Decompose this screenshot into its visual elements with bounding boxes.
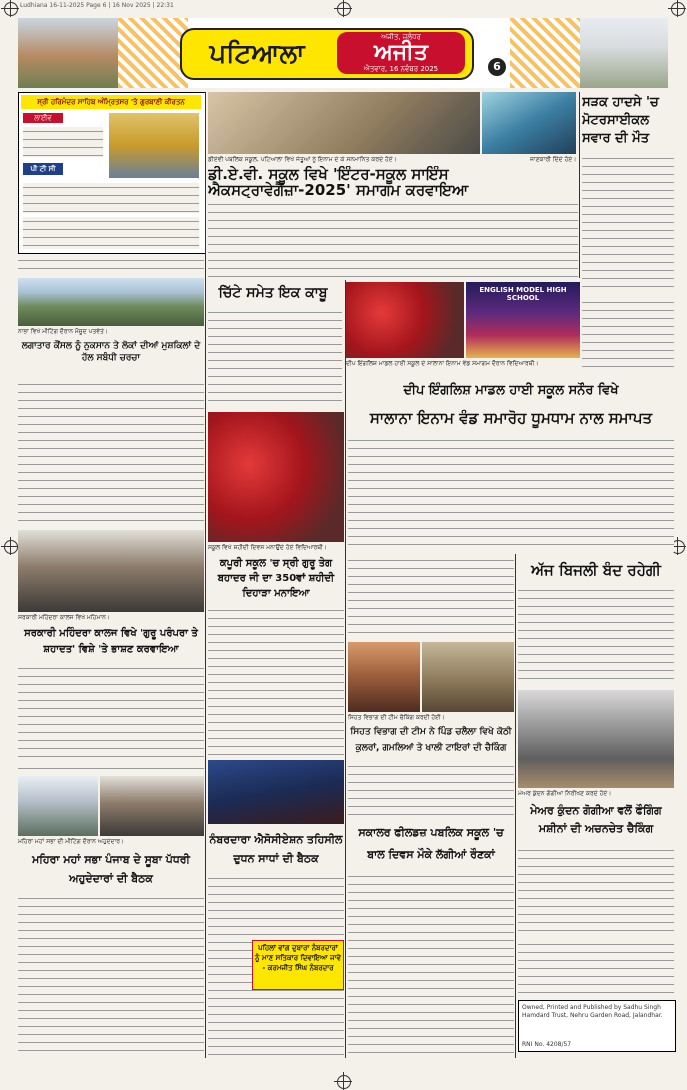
brand-name: ਅਜੀਤ: [374, 40, 428, 65]
kapuri-headline: ਕਪੂਰੀ ਸਕੂਲ 'ਚ ਸ੍ਰੀ ਗੁਰੂ ਤੇਗ ਬਹਾਦਰ ਜੀ ਦਾ 350ਵਾਂ ਸ਼ਹੀਦੀ ਦਿਹਾੜਾ ਮਨਾਇਆ: [217, 558, 335, 599]
mahira-headline: ਮਹਿਰਾ ਮਹਾਂ ਸਭਾ ਪੰਜਾਬ ਦੇ ਸੂਬਾ ਪੱਧਰੀ ਅਹੁਦੇਦਾਰਾਂ ਦੀ ਬੈਠਕ: [32, 853, 190, 885]
imprint-box: [518, 1000, 676, 1052]
health-photo-caption: ਸਿਹਤ ਵਿਭਾਗ ਦੀ ਟੀਮ ਚੈਕਿੰਗ ਕਰਦੀ ਹੋਈ।: [348, 714, 445, 721]
accident-headline: ਸੜਕ ਹਾਦਸੇ 'ਚ ਮੋਟਰਸਾਈਕਲ ਸਵਾਰ ਦੀ ਮੌਤ: [582, 95, 659, 146]
mask-caption: ਜਾਣਕਾਰੀ ਦਿੰਦੇ ਹੋਏ।: [530, 156, 577, 163]
health-body: [348, 762, 514, 818]
school-banner-text: ENGLISH MODEL HIGH SCHOOL: [479, 286, 567, 302]
mayor-body: [518, 846, 674, 936]
dav-body: [208, 200, 578, 278]
scholars-headline: ਸਕਾਲਰ ਫੀਲਡਜ਼ ਪਬਲਿਕ ਸਕੂਲ 'ਚ ਬਾਲ ਦਿਵਸ ਮੌਕੇ ਲੱਗੀਆਂ ਰੌਣਕਾਂ: [358, 826, 504, 861]
ad-channel-tag: ਪੀ ਟੀ ਸੀ: [23, 163, 63, 175]
mahira-photo-caption: ਮਹਿਰਾ ਮਹਾਂ ਸਭਾ ਦੀ ਮੀਟਿੰਗ ਦੌਰਾਨ ਅਹੁਦੇਦਾਰ।: [18, 838, 125, 845]
college-photo-caption: ਸਰਕਾਰੀ ਮਹਿੰਦਰਾ ਕਾਲਜ ਵਿਖੇ ਮਹਿਮਾਨ।: [18, 614, 110, 621]
meeting-headline: ਲਗਾਤਾਰ ਕੌਂਸਲ ਨੂੰ ਨੁਕਸਾਨ ਤੇ ਲੋਕਾਂ ਦੀਆਂ ਮੁਸ਼ਕਿਲਾਂ ਦੇ ਹੱਲ ਸਬੰਧੀ ਚਰਚਾ: [21, 341, 201, 363]
arrest-body: [208, 308, 342, 408]
dav-photo: [208, 92, 480, 154]
masthead-pattern-left: [118, 18, 188, 88]
masthead-date: ਐਤਵਾਰ, 16 ਨਵੰਬਰ 2025: [363, 65, 439, 73]
mask-photo: [482, 92, 576, 154]
registration-mark-icon: [4, 540, 18, 554]
ad-text: [23, 127, 103, 157]
numberdar-photo: [208, 760, 344, 824]
college-photo: [18, 530, 204, 612]
mayor-photo-caption: ਮੇਅਰ ਕੁੰਦਨ ਗੋਗੀਆ ਨਿਰੀਖਣ ਕਰਦੇ ਹੋਏ।: [518, 790, 612, 797]
college-body-2: [18, 764, 204, 772]
deep-headline-1: ਦੀਪ ਇੰਗਲਿਸ਼ ਮਾਡਲ ਹਾਈ ਸਕੂਲ ਸਨੌਰ ਵਿਖੇ: [403, 383, 619, 398]
electricity-body: [518, 586, 674, 686]
meeting-body: [18, 380, 204, 526]
numberdar-pullquote: ਪਹਿਲਾਂ ਵਾਂਗ ਦੁਬਾਰਾ ਨੰਬਰਦਾਰਾਂ ਨੂੰ ਮਾਣ ਸਤਿਕਾਰ ਦਿਵਾਇਆ ਜਾਵੇ - ਕਰਮਜੀਤ ਸਿੰਘ ਨੰਬਰਦਾਰ: [252, 940, 344, 990]
imprint-text: Owned, Printed and Published by Sadhu Singh Hamdard Trust, Nehru Garden Road, Jalandhar.: [522, 1004, 663, 1019]
ad-live-tag: ਲਾਈਵ: [23, 113, 63, 123]
ad-footer-text: [23, 217, 199, 249]
column-rule: [205, 92, 206, 1058]
registration-mark-icon: [4, 2, 18, 16]
health-photo-2: [422, 642, 514, 712]
masthead-pattern-right: [510, 18, 580, 88]
city-title: ਪਟਿਆਲਾ: [209, 39, 305, 69]
kapuri-photo-caption: ਸਕੂਲ ਵਿਖੇ ਸ਼ਹੀਦੀ ਦਿਵਸ ਮਨਾਉਂਦੇ ਹੋਏ ਵਿਦਿਆਰਥੀ।: [208, 544, 327, 551]
kapuri-body: [208, 606, 344, 756]
dav-photo-caption: ਡੀਏਵੀ ਪਬਲਿਕ ਸਕੂਲ, ਪਟਿਆਲਾ ਵਿਖੇ ਜੇਤੂਆਂ ਨੂੰ ਇਨਾਮ ਦੇ ਕੇ ਸਨਮਾਨਿਤ ਕਰਦੇ ਹੋਏ।: [208, 156, 397, 163]
arrest-headline: ਚਿੱਟੇ ਸਮੇਤ ਇਕ ਕਾਬੂ: [218, 285, 328, 301]
page-number: 6: [488, 58, 506, 76]
registration-mark-icon: [671, 2, 685, 16]
deep-body-2: [348, 556, 514, 638]
print-strip: Ludhiana 16-11-2025 Page 6 | 16 Nov 2025 | 22:31: [20, 2, 174, 9]
ad-title: ਸ੍ਰੀ ਹਰਿਮੰਦਰ ਸਾਹਿਬ ਅੰਮ੍ਰਿਤਸਰ 'ਤੇ ਗੁਰਬਾਣੀ ਕੀਰਤਨ: [21, 95, 201, 109]
deep-photo-caption: ਦੀਪ ਇੰਗਲਿਸ਼ ਮਾਡਲ ਹਾਈ ਸਕੂਲ ਦੇ ਸਾਲਾਨਾ ਇਨਾਮ ਵੰਡ ਸਮਾਗਮ ਦੌਰਾਨ ਵਿਦਿਆਰਥੀ।: [346, 360, 539, 367]
dav-headline: ਡੀ.ਏ.ਵੀ. ਸਕੂਲ ਵਿਖੇ 'ਇੰਟਰ-ਸਕੂਲ ਸਾਇੰਸ ਐਕਸਟ੍ਰਾਵੇਗੈਂਜ਼ਾ-2025' ਸਮਾਗਮ ਕਰਵਾਇਆ: [208, 166, 469, 198]
ad-kirtan: [18, 92, 206, 254]
meeting-photo: [18, 278, 204, 326]
registration-mark-icon: [337, 2, 351, 16]
ad-text-lower: [23, 183, 199, 213]
masthead: [18, 18, 668, 88]
column-rule: [579, 92, 580, 278]
health-photo-1: [348, 642, 420, 712]
scholars-body: [348, 872, 514, 1058]
college-headline: ਸਰਕਾਰੀ ਮਹਿੰਦਰਾ ਕਾਲਜ ਵਿਖੇ 'ਗੁਰੂ ਪਰੰਪਰਾ ਤੇ ਸ਼ਹਾਦਤ' ਵਿਸ਼ੇ 'ਤੇ ਭਾਸ਼ਣ ਕਰਵਾਇਆ: [24, 628, 198, 655]
deep-headline-2: ਸਾਲਾਨਾ ਇਨਾਮ ਵੰਡ ਸਮਾਰੋਹ ਧੂਮਧਾਮ ਨਾਲ ਸਮਾਪਤ: [369, 409, 653, 427]
mahira-photo-2: [100, 776, 204, 836]
masthead-photo-left: [18, 18, 118, 88]
kapuri-photo: [208, 412, 344, 542]
ad-extra-text: [18, 256, 204, 274]
health-headline: ਸਿਹਤ ਵਿਭਾਗ ਦੀ ਟੀਮ ਨੇ ਪਿੰਡ ਚਲੈਲਾ ਵਿਖੇ ਕੋਠੀ ਕੁਲਰਾਂ, ਗਮਲਿਆਂ ਤੇ ਖਾਲੀ ਟਾਇਰਾਂ ਦੀ ਚੈਕਿੰਗ: [350, 727, 512, 753]
imprint-rni: RNI No. 4208/57: [522, 1041, 572, 1048]
masthead-nameplate: [180, 28, 474, 80]
mayor-photo: [518, 690, 674, 788]
accident-body-2: [582, 298, 674, 368]
column-rule: [345, 280, 346, 1058]
electricity-headline: ਅੱਜ ਬਿਜਲੀ ਬੰਦ ਰਹੇਗੀ: [531, 561, 661, 579]
brand-top: ਅਜੀਤ, ਜਲੰਧਰ: [381, 33, 421, 41]
registration-mark-icon: [337, 1075, 351, 1089]
mahira-body: [18, 894, 204, 1058]
accident-body: [582, 154, 674, 294]
deep-body: [348, 436, 674, 552]
deep-photo-1: [346, 282, 464, 358]
golden-temple-photo: [109, 113, 199, 178]
deep-photo-2: [466, 282, 580, 358]
meeting-photo-caption: ਨਾਭਾ ਵਿਖੇ ਮੀਟਿੰਗ ਦੌਰਾਨ ਮੌਜੂਦ ਪਤਵੰਤੇ।: [18, 328, 108, 335]
mayor-headline: ਮੇਅਰ ਕੁੰਦਨ ਗੋਗੀਆ ਵਲੋਂ ਫੌਗਿੰਗ ਮਸ਼ੀਨਾਂ ਦੀ ਅਚਨਚੇਤ ਚੈਕਿੰਗ: [530, 804, 662, 835]
mahira-photo-1: [18, 776, 98, 836]
brand-block: [337, 32, 465, 74]
masthead-photo-right: [580, 18, 668, 88]
college-body: [18, 664, 204, 760]
column-rule: [515, 554, 516, 1058]
numberdar-headline: ਨੰਬਰਦਾਰਾ ਐਸੋਸੀਏਸ਼ਨ ਤਹਿਸੀਲ ਦੁਧਨ ਸਾਧਾਂ ਦੀ ਬੈਠਕ: [209, 833, 343, 865]
